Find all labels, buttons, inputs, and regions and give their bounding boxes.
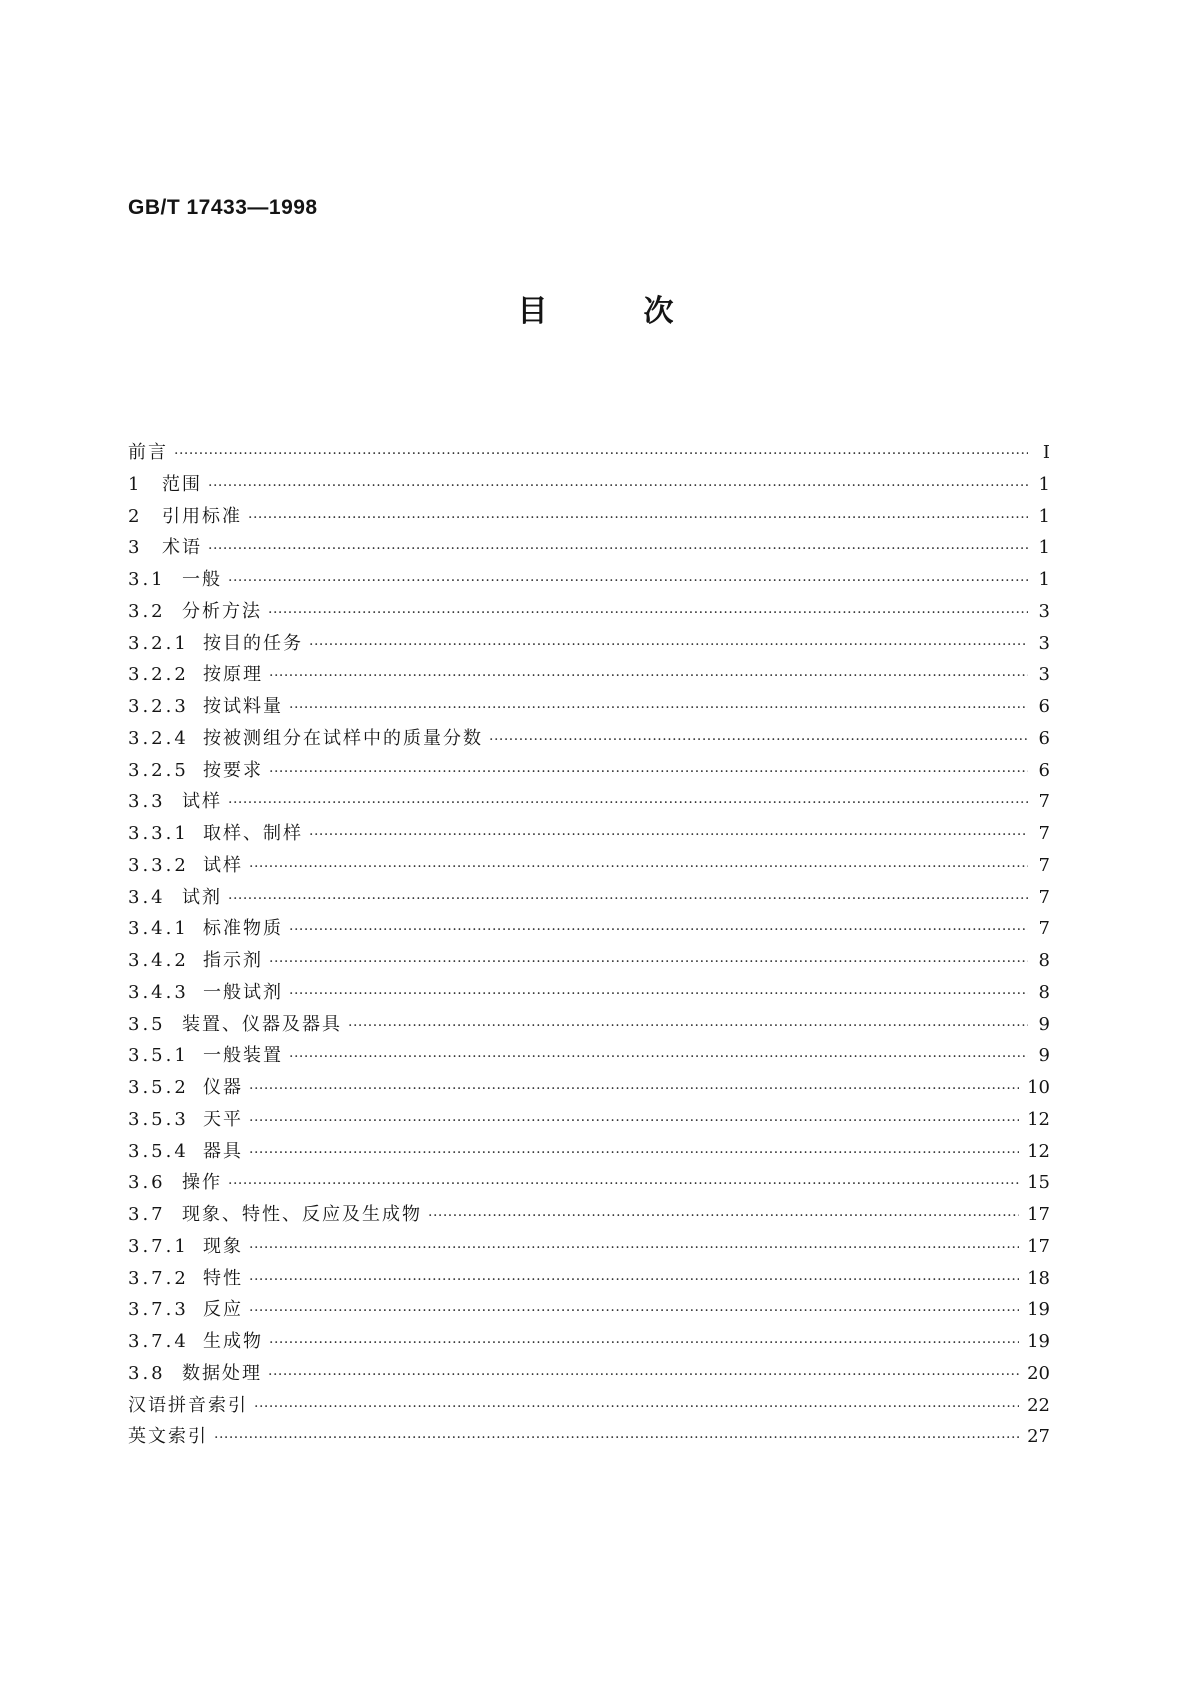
standard-code: GB/T 17433—1998: [128, 196, 318, 219]
toc-entry-number: 3.5.4: [128, 1140, 189, 1162]
toc-entry-number: 3.2.5: [128, 759, 189, 781]
toc-entry[interactable]: [128, 659, 1050, 691]
toc-entry-number: 3.5.2: [128, 1077, 189, 1098]
toc-entry-number: 3.7.1: [128, 1235, 189, 1257]
toc-entry-number: 3.7.2: [128, 1267, 189, 1289]
toc-entry[interactable]: [128, 628, 1050, 660]
toc-entry-label: 仪器: [203, 1077, 243, 1098]
toc-entry-page: 9: [1038, 1013, 1050, 1035]
toc-dot-leader: [268, 598, 1028, 630]
toc-entry-label: 按被测组分在试样中的质量分数: [203, 727, 483, 749]
toc-dot-leader: [249, 1296, 1019, 1328]
toc-entry[interactable]: [128, 1072, 1050, 1104]
toc-entry[interactable]: [128, 723, 1050, 755]
toc-entry-label: 一般试剂: [203, 981, 283, 1003]
toc-entry-page: 18: [1027, 1267, 1050, 1289]
toc-entry-page: 27: [1027, 1426, 1050, 1448]
toc-entry-label: 分析方法: [182, 600, 262, 622]
toc-entry-page: 15: [1027, 1172, 1050, 1194]
toc-entry[interactable]: [128, 786, 1050, 818]
toc-dot-leader: [249, 1074, 1019, 1106]
toc-entry-page: 20: [1027, 1362, 1050, 1384]
toc-entry-label: 试剂: [182, 886, 222, 908]
toc-entry[interactable]: [128, 755, 1050, 787]
toc-entry[interactable]: [128, 1040, 1050, 1072]
toc-entry-page: 12: [1027, 1108, 1050, 1130]
toc-entry-number: 3.5.1: [128, 1045, 189, 1067]
toc-entry[interactable]: [128, 437, 1050, 469]
toc-entry[interactable]: [128, 564, 1050, 596]
toc-entry-page: 19: [1027, 1299, 1050, 1321]
toc-entry-number: 3.4.3: [128, 981, 189, 1003]
toc-dot-leader: [249, 1106, 1019, 1138]
toc-dot-leader: [348, 1011, 1028, 1043]
toc-entry-label: 术语: [162, 537, 202, 559]
toc-entry[interactable]: [128, 977, 1050, 1009]
toc-entry[interactable]: [128, 1199, 1050, 1231]
toc-entry-page: 8: [1038, 981, 1050, 1003]
toc-entry-number: 3.3.2: [128, 854, 189, 876]
toc-entry-label: 英文索引: [128, 1426, 208, 1448]
toc-entry-label: 生成物: [203, 1331, 263, 1352]
toc-dot-leader: [268, 1360, 1019, 1392]
toc-entry-number: 3.2: [128, 600, 166, 622]
toc-dot-leader: [249, 1265, 1019, 1297]
toc-dot-leader: [228, 566, 1028, 598]
toc-entry-page: 9: [1038, 1045, 1050, 1067]
toc-entry-number: 3.2.2: [128, 664, 189, 686]
toc-entry-page: 12: [1027, 1140, 1050, 1162]
toc-entry-label: 操作: [182, 1172, 222, 1194]
toc-dot-leader: [208, 471, 1028, 503]
toc-entry-label: 试样: [182, 791, 222, 813]
toc-entry-page: 19: [1027, 1331, 1050, 1352]
toc-entry-page: 3: [1038, 600, 1050, 622]
toc-dot-leader: [269, 947, 1028, 979]
toc-entry-page: 17: [1027, 1235, 1050, 1257]
toc-entry-number: 2: [128, 505, 143, 527]
toc-title: 目次: [517, 294, 770, 329]
toc-entry-label: 一般: [182, 569, 222, 590]
toc-entry-page: 7: [1038, 854, 1050, 876]
toc-dot-leader: [174, 439, 1028, 471]
toc-entry-number: 3.2.4: [128, 727, 189, 749]
toc-entry[interactable]: [128, 1104, 1050, 1136]
toc-entry[interactable]: [128, 1390, 1050, 1422]
toc-entry-label: 按原理: [203, 664, 263, 686]
toc-entry-page: 7: [1038, 918, 1050, 940]
toc-dot-leader: [249, 1138, 1019, 1170]
toc-entry-number: 3.3: [128, 791, 166, 813]
toc-dot-leader: [269, 1328, 1019, 1360]
toc-entry-page: I: [1042, 442, 1050, 463]
toc-dot-leader: [489, 725, 1028, 757]
toc-dot-leader: [248, 503, 1028, 535]
toc-entry-page: 8: [1038, 950, 1050, 971]
toc-entry-page: 1: [1038, 473, 1050, 495]
toc-dot-leader: [309, 630, 1028, 662]
toc-dot-leader: [249, 852, 1028, 884]
toc-entry[interactable]: [128, 1326, 1050, 1358]
toc-entry-label: 引用标准: [162, 505, 242, 527]
toc-entry-label: 汉语拼音索引: [128, 1394, 248, 1416]
toc-entry-number: 3: [128, 537, 143, 559]
toc-entry[interactable]: [128, 532, 1050, 564]
toc-entry-number: 3.1: [128, 569, 166, 590]
toc-entry[interactable]: [128, 1009, 1050, 1041]
toc-entry-number: 3.3.1: [128, 823, 189, 844]
toc-entry-page: 6: [1038, 696, 1050, 717]
toc-dot-leader: [249, 1233, 1019, 1265]
toc-entry[interactable]: [128, 1294, 1050, 1326]
toc-entry-page: 3: [1038, 664, 1050, 686]
toc-entry-label: 特性: [203, 1267, 243, 1289]
toc-entry[interactable]: [128, 913, 1050, 945]
toc-entry-label: 指示剂: [203, 950, 263, 971]
toc-dot-leader: [208, 534, 1028, 566]
toc-dot-leader: [214, 1423, 1019, 1455]
toc-entry-number: 3.2.3: [128, 696, 189, 717]
toc-entry[interactable]: [128, 469, 1050, 501]
toc-entry[interactable]: [128, 945, 1050, 977]
toc-dot-leader: [428, 1201, 1019, 1233]
toc-dot-leader: [228, 884, 1028, 916]
toc-entry[interactable]: [128, 818, 1050, 850]
toc-entry-number: 3.5.3: [128, 1108, 189, 1130]
toc-entry-label: 取样、制样: [203, 823, 303, 844]
toc-entry-label: 范围: [162, 473, 202, 495]
toc-entry-number: 3.2.1: [128, 632, 189, 654]
toc-entry-label: 器具: [203, 1140, 243, 1162]
toc-entry-page: 7: [1038, 823, 1050, 844]
toc-entry-page: 3: [1038, 632, 1050, 654]
toc-entry[interactable]: [128, 850, 1050, 882]
toc-entry-page: 22: [1027, 1394, 1050, 1416]
toc-entry-page: 6: [1038, 759, 1050, 781]
toc-entry[interactable]: [128, 882, 1050, 914]
toc-entry-label: 试样: [203, 854, 243, 876]
toc-entry-page: 7: [1038, 886, 1050, 908]
toc-entry-number: 3.7.3: [128, 1299, 189, 1321]
toc-entry-number: 3.7.4: [128, 1331, 189, 1352]
toc-entry-label: 按要求: [203, 759, 263, 781]
toc-entry[interactable]: [128, 501, 1050, 533]
toc-entry-page: 1: [1038, 505, 1050, 527]
toc-entry[interactable]: [128, 1421, 1050, 1453]
toc-entry-page: 1: [1038, 569, 1050, 590]
toc-entry-number: 3.4.1: [128, 918, 189, 940]
toc-entry-number: 3.5: [128, 1013, 166, 1035]
toc-entry-page: 17: [1027, 1204, 1050, 1225]
toc-dot-leader: [289, 979, 1028, 1011]
toc-dot-leader: [269, 757, 1028, 789]
toc-entry[interactable]: [128, 596, 1050, 628]
toc-entry-label: 按试料量: [203, 696, 283, 717]
toc-entry[interactable]: [128, 691, 1050, 723]
toc-dot-leader: [269, 661, 1028, 693]
toc-entry-label: 现象: [203, 1235, 243, 1257]
toc-entry-label: 天平: [203, 1108, 243, 1130]
toc-entry[interactable]: [128, 1167, 1050, 1199]
toc-entry[interactable]: [128, 1358, 1050, 1390]
toc-entry-page: 6: [1038, 727, 1050, 749]
toc-entry-label: 标准物质: [203, 918, 283, 940]
toc-dot-leader: [289, 915, 1028, 947]
toc-entry-label: 前言: [128, 442, 168, 463]
toc-entry-number: 3.8: [128, 1362, 166, 1384]
table-of-contents: [128, 437, 1050, 1453]
toc-entry-label: 装置、仪器及器具: [182, 1013, 342, 1035]
toc-dot-leader: [289, 1042, 1028, 1074]
toc-entry-label: 一般装置: [203, 1045, 283, 1067]
toc-entry-page: 1: [1038, 537, 1050, 559]
toc-dot-leader: [309, 820, 1028, 852]
toc-entry-number: 1: [128, 473, 143, 495]
toc-dot-leader: [289, 693, 1028, 725]
toc-dot-leader: [228, 788, 1028, 820]
toc-dot-leader: [254, 1392, 1019, 1424]
toc-dot-leader: [228, 1169, 1019, 1201]
toc-entry[interactable]: [128, 1263, 1050, 1295]
toc-entry-label: 现象、特性、反应及生成物: [182, 1204, 422, 1225]
toc-entry-page: 7: [1038, 791, 1050, 813]
toc-entry-label: 按目的任务: [203, 632, 303, 654]
toc-entry-number: 3.4: [128, 886, 166, 908]
toc-entry-label: 反应: [203, 1299, 243, 1321]
toc-entry-label: 数据处理: [182, 1362, 262, 1384]
toc-entry-number: 3.7: [128, 1204, 166, 1225]
toc-entry-number: 3.4.2: [128, 950, 189, 971]
toc-entry[interactable]: [128, 1231, 1050, 1263]
toc-entry-number: 3.6: [128, 1172, 166, 1194]
toc-entry[interactable]: [128, 1136, 1050, 1168]
toc-entry-page: 10: [1027, 1077, 1050, 1098]
